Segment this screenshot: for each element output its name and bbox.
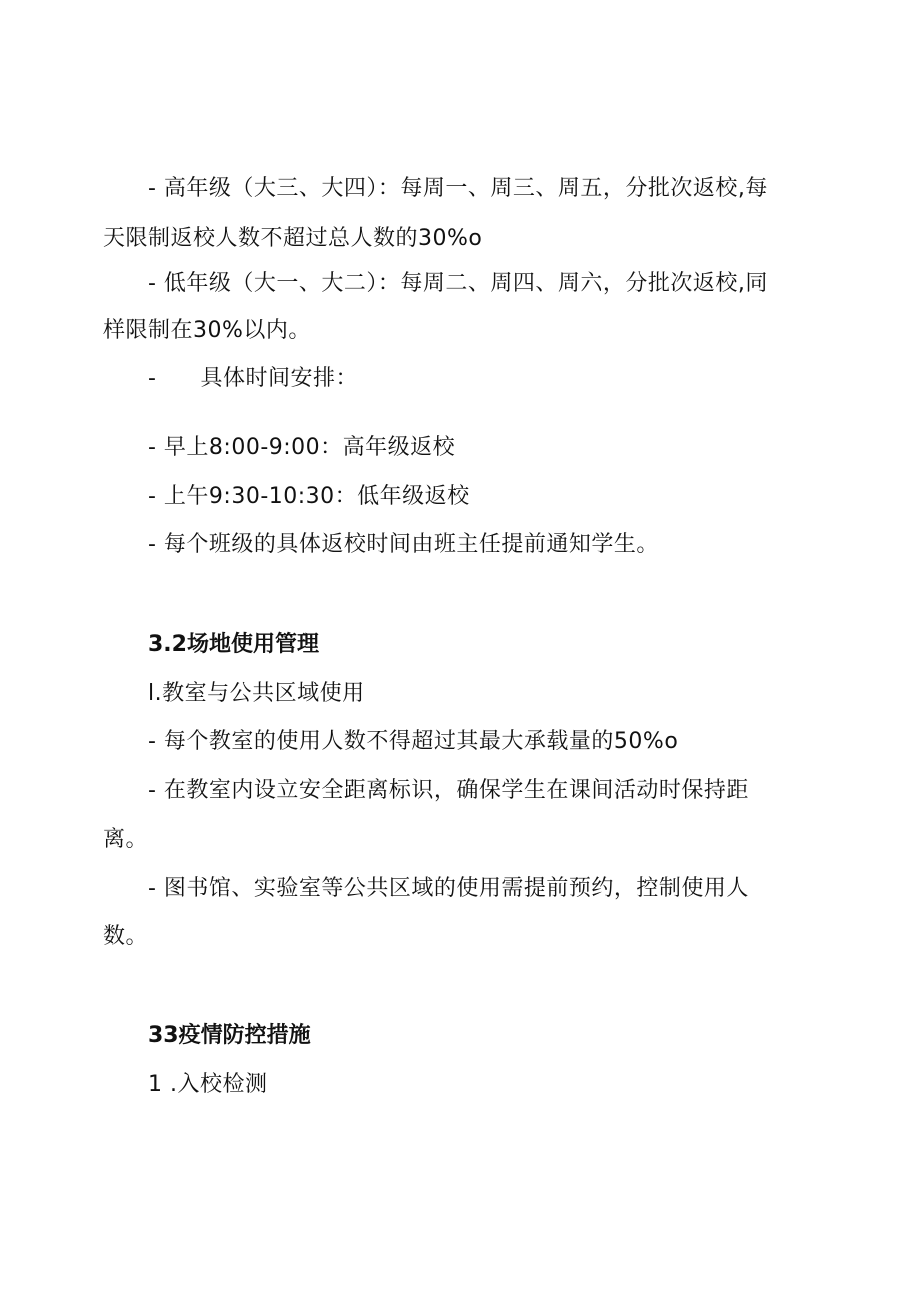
classroom-capacity-item: - 每个教室的使用人数不得超过其最大承载量的50%o xyxy=(148,729,679,754)
distance-marker-line-1: - 在教室内设立安全距离标识，确保学生在课间活动时保持距 xyxy=(148,778,749,803)
schedule-item: - 上午9:30-10:30：低年级返校 xyxy=(148,484,470,509)
schedule-heading xyxy=(148,364,358,394)
public-area-line-2: 数。 xyxy=(103,924,149,949)
schedule-title: 具体时间安排： xyxy=(200,366,358,391)
schedule-item: - 早上8:00-9:00：高年级返校 xyxy=(148,435,456,460)
section-3-2-subtitle: l.教室与公共区域使用 xyxy=(148,681,365,706)
section-3-3-subtitle: 1 .入校检测 xyxy=(148,1072,268,1097)
section-3-2-title: 3.2场地使用管理 xyxy=(148,632,319,657)
public-area-line-1: - 图书馆、实验室等公共区域的使用需提前预约，控制使用人 xyxy=(148,876,749,901)
senior-return-line-2: 天限制返校人数不超过总人数的30%o xyxy=(103,226,483,251)
schedule-dash: - xyxy=(148,366,157,391)
section-3-3-title: 33疫情防控措施 xyxy=(148,1023,311,1048)
junior-return-line-2: 样限制在30%以内。 xyxy=(103,318,311,343)
junior-return-line-1: - 低年级（大一、大二）：每周二、周四、周六，分批次返校,同 xyxy=(148,271,768,296)
schedule-item: - 每个班级的具体返校时间由班主任提前通知学生。 xyxy=(148,532,659,557)
distance-marker-line-2: 离。 xyxy=(103,827,149,852)
senior-return-line-1: - 高年级（大三、大四）：每周一、周三、周五，分批次返校,每 xyxy=(148,176,768,201)
